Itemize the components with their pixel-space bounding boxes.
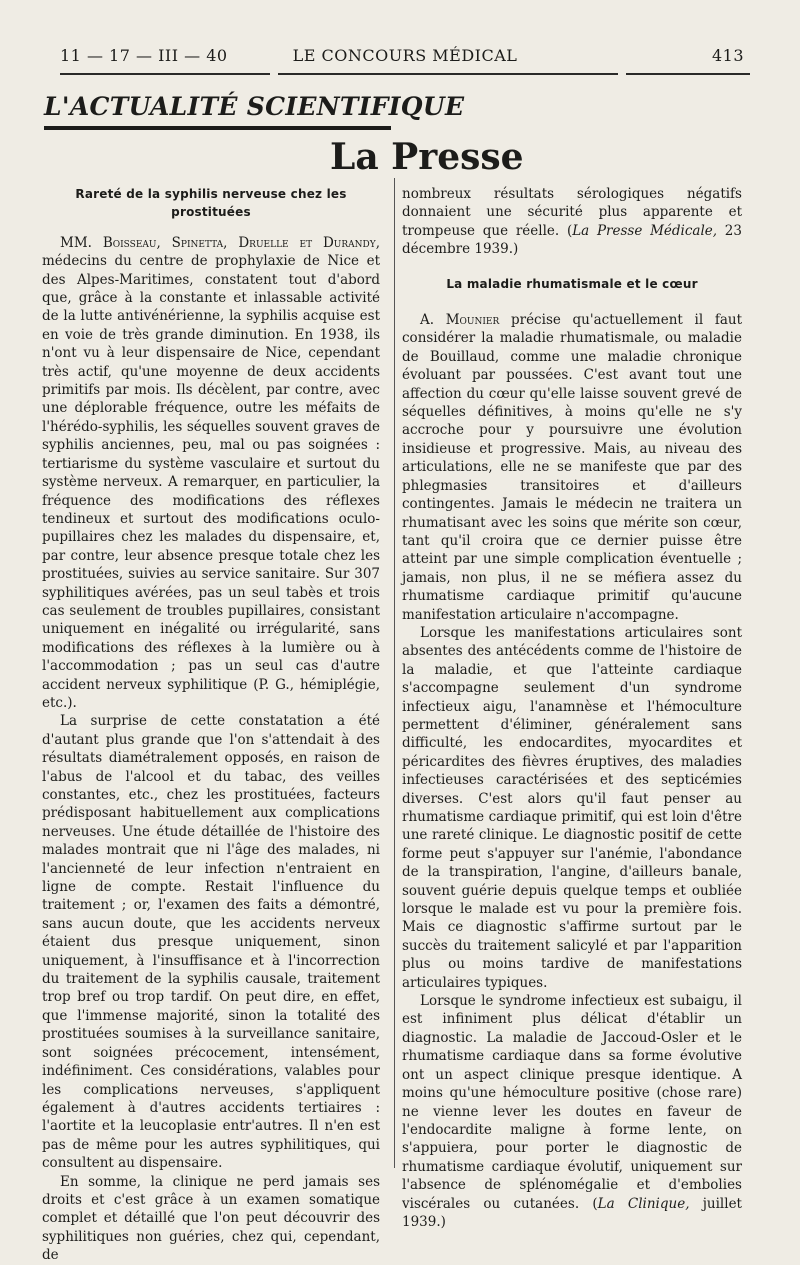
header-rule-left: [60, 73, 270, 75]
article-syphilis-paragraph-3: En somme, la clinique ne perd jamais ses droits et c'est grâce à un examen somatique complet et détaillé que l'on peut découvrir des syphilitiques non guéries, chez qui, cependant, de: [42, 1173, 380, 1264]
source-la-clinique: La Clinique,: [597, 1195, 690, 1212]
article-syphilis-paragraph-2: La surprise de cette constatation a été d'autant plus grande que l'on s'attendait à des résultats diamétralement opposés, en raison de l'abus de l'alcool et du tabac, des veilles constantes, etc., chez les prostituées, facteurs prédisposant habituellement aux complications nerveuses. Une étude détaillée de l'histoire des malades montrait que ni l'âge des malades, ni l'ancienneté de leur infection n'entraient en ligne de compte. Restait l'influence du traitement ; or, l'examen des faits a démontré, sans aucun doute, que les accidents nerveux étaient dus presque uniquement, sinon uniquement, à l'insuffisance et à l'incorrection du traitement de la syphilis causale, traitement trop bref ou trop tardif. On peut dire, en effet, que l'immense majorité, sinon la totalité des prostituées soumises à la surveillance sanitaire, sont soignées précocement, intensément, indéfiniment. Ces considérations, valables pour les complications nerveuses, s'appliquent également à d'autres accidents tertiaires : l'aortite et la leucoplasie entr'autres. Il n'en est pas de même pour les autres syphilitiques, qui consultent au dispensaire.: [42, 713, 380, 1172]
journal-name: LE CONCOURS MÉDICAL: [292, 46, 518, 65]
section-title-rule: [44, 126, 391, 130]
article-rhumatisme-paragraph-2: Lorsque les manifestations articulaires sont absentes des antécédents comme de l'histoire de la maladie, et que l'atteinte cardiaque s'accompagne seulement d'un syndrome infectieux aigu, l'anamnèse et l'hémoculture permettent d'éliminer, généralement sans difficulté, les endocardites, myocardites et péricardites des fièvres éruptives, des maladies infectieuses caractérisées et des septicémies diverses. C'est alors qu'il faut penser au rhumatisme cardiaque primitif, qui est loin d'être une rareté clinique. Le diagnostic positif de cette forme peut s'appuyer sur l'anémie, l'abondance de la transpiration, l'angine, d'ailleurs banale, souvent guérie depuis quelque temps et oubliée lorsque le malade est vu pour la première fois. Mais ce diagnostic s'affirme surtout par le succès du traitement salicylé et par l'apparition plus ou moins tardive de manifestations articulaires typiques.: [402, 624, 742, 991]
section-title: L'ACTUALITÉ SCIENTIFIQUE: [44, 92, 465, 121]
article-rhumatisme-paragraph-1: A. Mounier précise qu'actuellement il faut considérer la maladie rhumatismale, ou maladie de Bouillaud, comme une maladie chronique évoluant par poussées. C'est avant tout une affection du cœur qu'elle laisse souvent grevé de séquelles définitives, à moins qu'elle ne s'y accroche pour y poursuivre une évolution insidieuse et progressive. Mais, au niveau des articulations, elle ne se manifeste que par des phlegmasies transitoires et d'ailleurs contingentes. Jamais le médecin ne traitera un rhumatisant avec les soins que mérite son cœur, tant qu'il croira que ce dernier puisse être atteint par une simple complication éventuelle ; jamais, non plus, il ne se méfiera assez du rhumatisme cardiaque primitif qu'aucune manifestation articulaire n'accompagne.: [402, 312, 742, 623]
article-syphilis-paragraph-1: MM. Boisseau, Spinetta, Druelle et Durandy, médecins du centre de prophylaxie de Nice et des Alpes-Maritimes, constatent tout d'abord que, grâce à la constante et inlassable activité de la lutte antivénérienne, la syphilis acquise est en voie de très grande diminution. En 1938, ils n'ont vu à leur dispensaire de Nice, cependant très actif, qu'une moyenne de deux accidents primitifs par mois. Ils décèlent, par contre, avec une déplorable fréquence, outre les méfaits de l'hérédo-syphilis, les séquelles souvent graves de syphilis anciennes, peu, mal ou pas soignées : tertiarisme du système vasculaire et surtout du système nerveux. A remarquer, en particulier, la fréquence des modifications des réflexes tendineux et surtout des modifications oculo-pupillaires chez les malades du dispensaire, et, par contre, leur absence presque totale chez les prostituées, suivies au service sanitaire. Sur 307 syphilitiques avérées, pas un seul tabès et trois cas seulement de troubles pupillaires, consistant uniquement en inégalité ou irrégularité, sans modifications des réflexes à la lumière ou à l'accommodation ; pas un seul cas d'autre accident nerveux syphilitique (P. G., hémiplégie, etc.).: [42, 234, 380, 711]
header-rule-right: [626, 73, 750, 75]
left-column: [42, 185, 380, 1265]
header-rule-center: [278, 73, 618, 75]
source-presse-medicale: La Presse Médicale,: [572, 222, 718, 239]
issue-date: 11 — 17 — III — 40: [60, 46, 228, 65]
press-review-title: La Presse: [330, 136, 524, 178]
article-syphilis-title: Rareté de la syphilis nerveuse chez les prostituées: [75, 187, 347, 220]
running-header: [60, 46, 750, 70]
page-number: 413: [711, 46, 744, 65]
article-rhumatisme-title: La maladie rhumatismale et le cœur: [446, 276, 698, 291]
article-syphilis-continuation: nombreux résultats sérologiques négatifs donnaient une sécurité plus apparente et trompeuse que réelle. (La Presse Médicale, 23 décembre 1939.): [402, 186, 742, 258]
right-column: [402, 185, 742, 1231]
article-rhumatisme-author: A. Mounier: [420, 312, 500, 329]
column-divider: [394, 178, 395, 1168]
article-rhumatisme-paragraph-3: Lorsque le syndrome infectieux est subaigu, il est infiniment plus délicat d'établir un diagnostic. La maladie de Jaccoud-Osler et le rhumatisme cardiaque dans sa forme évolutive ont un aspect clinique presque identique. A moins qu'une hémoculture positive (chose rare) ne vienne lever les doutes en faveur de l'endocardite maligne à forme lente, on s'appuiera, pour porter le diagnostic de rhumatisme cardiaque évolutif, uniquement sur l'absence de splénomégalie et d'embolies viscérales ou cutanées. (La Clinique, juillet 1939.): [402, 993, 742, 1230]
article-syphilis-authors: MM. Boisseau, Spinetta, Druelle et Durandy,: [60, 234, 380, 251]
